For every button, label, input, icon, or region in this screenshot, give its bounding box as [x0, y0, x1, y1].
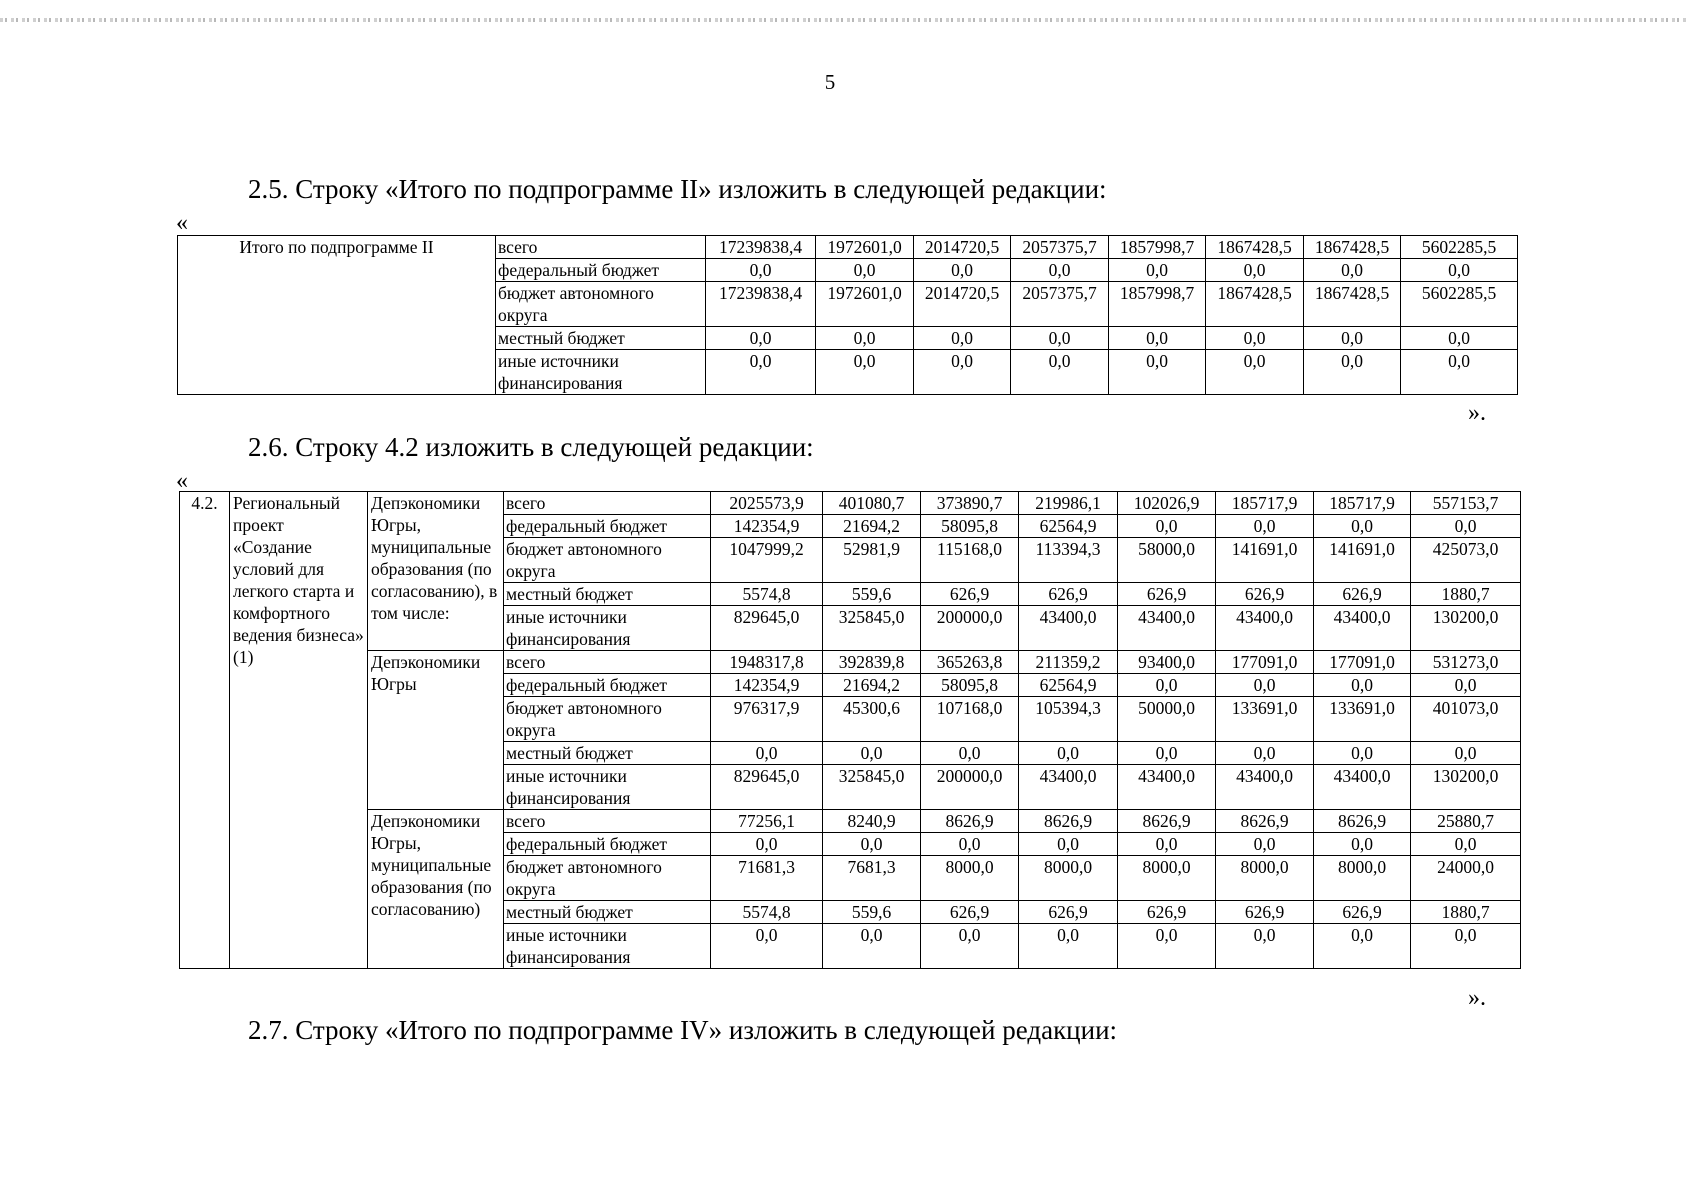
value-cell: 365263,8: [921, 651, 1019, 674]
value-cell: 626,9: [1216, 901, 1314, 924]
value-cell: 0,0: [1019, 833, 1118, 856]
source-label-cell: всего: [504, 651, 711, 674]
value-cell: 1880,7: [1411, 583, 1521, 606]
value-cell: 1867428,5: [1206, 236, 1304, 259]
value-cell: 52981,9: [823, 538, 921, 583]
value-cell: 0,0: [914, 259, 1011, 282]
value-cell: 829645,0: [711, 765, 823, 810]
value-cell: 401080,7: [823, 492, 921, 515]
value-cell: 8626,9: [921, 810, 1019, 833]
value-cell: 829645,0: [711, 606, 823, 651]
value-cell: 45300,6: [823, 697, 921, 742]
value-cell: 8240,9: [823, 810, 921, 833]
value-cell: 0,0: [1411, 515, 1521, 538]
source-label-cell: местный бюджет: [504, 901, 711, 924]
value-cell: 43400,0: [1118, 606, 1216, 651]
value-cell: 0,0: [1314, 924, 1411, 969]
value-cell: 626,9: [1216, 583, 1314, 606]
value-cell: 0,0: [1314, 674, 1411, 697]
scan-edge-artifact: [0, 18, 1686, 22]
value-cell: 1867428,5: [1304, 282, 1401, 327]
table-title-cell: Итого по подпрограмме II: [178, 236, 496, 395]
value-cell: 1972601,0: [816, 236, 914, 259]
value-cell: 2025573,9: [711, 492, 823, 515]
source-label-cell: федеральный бюджет: [504, 833, 711, 856]
value-cell: 43400,0: [1216, 765, 1314, 810]
value-cell: 0,0: [921, 924, 1019, 969]
source-label-cell: федеральный бюджет: [504, 674, 711, 697]
value-cell: 5574,8: [711, 583, 823, 606]
table-subprogram-2-total: [177, 235, 1518, 395]
value-cell: 93400,0: [1118, 651, 1216, 674]
value-cell: 0,0: [706, 350, 816, 395]
table-row: [180, 651, 1521, 674]
value-cell: 0,0: [706, 327, 816, 350]
value-cell: 0,0: [1118, 515, 1216, 538]
value-cell: 185717,9: [1314, 492, 1411, 515]
value-cell: 8626,9: [1216, 810, 1314, 833]
value-cell: 0,0: [914, 327, 1011, 350]
value-cell: 0,0: [1216, 924, 1314, 969]
source-label-cell: местный бюджет: [504, 742, 711, 765]
value-cell: 0,0: [1118, 833, 1216, 856]
value-cell: 43400,0: [1314, 765, 1411, 810]
source-label-cell: всего: [504, 492, 711, 515]
value-cell: 43400,0: [1118, 765, 1216, 810]
value-cell: 626,9: [921, 583, 1019, 606]
value-cell: 0,0: [1304, 259, 1401, 282]
value-cell: 62564,9: [1019, 515, 1118, 538]
value-cell: 8626,9: [1118, 810, 1216, 833]
value-cell: 130200,0: [1411, 765, 1521, 810]
executor-cell: Депэкономики Югры, муниципальные образования (по согласованию), в том числе:: [368, 492, 504, 651]
source-label-cell: бюджет автономного округа: [496, 282, 706, 327]
value-cell: 141691,0: [1314, 538, 1411, 583]
source-label-cell: федеральный бюджет: [496, 259, 706, 282]
source-label-cell: бюджет автономного округа: [504, 538, 711, 583]
value-cell: 0,0: [1401, 259, 1518, 282]
value-cell: 0,0: [816, 259, 914, 282]
table-row: [180, 810, 1521, 833]
value-cell: 5574,8: [711, 901, 823, 924]
value-cell: 25880,7: [1411, 810, 1521, 833]
value-cell: 5602285,5: [1401, 282, 1518, 327]
value-cell: 1880,7: [1411, 901, 1521, 924]
value-cell: 0,0: [1411, 742, 1521, 765]
value-cell: 133691,0: [1314, 697, 1411, 742]
value-cell: 0,0: [1314, 833, 1411, 856]
value-cell: 2014720,5: [914, 236, 1011, 259]
value-cell: 142354,9: [711, 674, 823, 697]
source-label-cell: иные источники финансирования: [504, 606, 711, 651]
value-cell: 1857998,7: [1109, 282, 1206, 327]
value-cell: 43400,0: [1019, 765, 1118, 810]
value-cell: 8000,0: [921, 856, 1019, 901]
value-cell: 0,0: [711, 742, 823, 765]
value-cell: 8000,0: [1118, 856, 1216, 901]
source-label-cell: бюджет автономного округа: [504, 856, 711, 901]
source-label-cell: местный бюджет: [504, 583, 711, 606]
value-cell: 133691,0: [1216, 697, 1314, 742]
value-cell: 0,0: [1411, 924, 1521, 969]
value-cell: 0,0: [1019, 742, 1118, 765]
row-number-cell: 4.2.: [180, 492, 230, 969]
value-cell: 0,0: [1411, 833, 1521, 856]
value-cell: 0,0: [1216, 742, 1314, 765]
value-cell: 5602285,5: [1401, 236, 1518, 259]
value-cell: 976317,9: [711, 697, 823, 742]
value-cell: 0,0: [1011, 327, 1109, 350]
table-row-4-2: [179, 491, 1521, 969]
value-cell: 43400,0: [1216, 606, 1314, 651]
value-cell: 0,0: [1019, 924, 1118, 969]
value-cell: 0,0: [1118, 742, 1216, 765]
value-cell: 58095,8: [921, 674, 1019, 697]
value-cell: 200000,0: [921, 606, 1019, 651]
value-cell: 17239838,4: [706, 282, 816, 327]
executor-cell: Депэкономики Югры: [368, 651, 504, 810]
source-label-cell: местный бюджет: [496, 327, 706, 350]
value-cell: 8626,9: [1314, 810, 1411, 833]
value-cell: 626,9: [1118, 583, 1216, 606]
source-label-cell: иные источники финансирования: [504, 924, 711, 969]
value-cell: 0,0: [1109, 259, 1206, 282]
value-cell: 1948317,8: [711, 651, 823, 674]
value-cell: 0,0: [1216, 674, 1314, 697]
source-label-cell: всего: [496, 236, 706, 259]
value-cell: 0,0: [1216, 833, 1314, 856]
value-cell: 2057375,7: [1011, 236, 1109, 259]
value-cell: 71681,3: [711, 856, 823, 901]
value-cell: 0,0: [1011, 259, 1109, 282]
project-name-cell: Региональный проект «Создание условий для легкого старта и комфортного ведения бизнеса» (1): [230, 492, 368, 969]
value-cell: 177091,0: [1216, 651, 1314, 674]
value-cell: 50000,0: [1118, 697, 1216, 742]
value-cell: 392839,8: [823, 651, 921, 674]
value-cell: 0,0: [1206, 327, 1304, 350]
value-cell: 626,9: [1314, 583, 1411, 606]
value-cell: 211359,2: [1019, 651, 1118, 674]
value-cell: 21694,2: [823, 674, 921, 697]
page-number: 5: [824, 70, 836, 94]
value-cell: 1867428,5: [1304, 236, 1401, 259]
value-cell: 0,0: [823, 924, 921, 969]
value-cell: 0,0: [1011, 350, 1109, 395]
value-cell: 0,0: [1401, 327, 1518, 350]
value-cell: 142354,9: [711, 515, 823, 538]
open-quote-2-5: «: [176, 210, 188, 236]
value-cell: 0,0: [1304, 350, 1401, 395]
source-label-cell: иные источники финансирования: [496, 350, 706, 395]
value-cell: 21694,2: [823, 515, 921, 538]
heading-2-6: 2.6. Строку 4.2 изложить в следующей редакции:: [248, 432, 814, 462]
value-cell: 0,0: [823, 833, 921, 856]
value-cell: 0,0: [1216, 515, 1314, 538]
heading-2-5: 2.5. Строку «Итого по подпрограмме II» изложить в следующей редакции:: [248, 174, 1107, 204]
value-cell: 0,0: [1304, 327, 1401, 350]
value-cell: 0,0: [711, 924, 823, 969]
value-cell: 2057375,7: [1011, 282, 1109, 327]
source-label-cell: федеральный бюджет: [504, 515, 711, 538]
value-cell: 626,9: [1118, 901, 1216, 924]
value-cell: 0,0: [711, 833, 823, 856]
value-cell: 0,0: [1206, 259, 1304, 282]
source-label-cell: иные источники финансирования: [504, 765, 711, 810]
value-cell: 626,9: [1314, 901, 1411, 924]
value-cell: 0,0: [921, 833, 1019, 856]
value-cell: 8000,0: [1314, 856, 1411, 901]
value-cell: 373890,7: [921, 492, 1019, 515]
value-cell: 8626,9: [1019, 810, 1118, 833]
value-cell: 0,0: [1109, 350, 1206, 395]
value-cell: 0,0: [921, 742, 1019, 765]
value-cell: 0,0: [1206, 350, 1304, 395]
value-cell: 0,0: [1314, 742, 1411, 765]
value-cell: 0,0: [1109, 327, 1206, 350]
value-cell: 0,0: [816, 327, 914, 350]
source-label-cell: бюджет автономного округа: [504, 697, 711, 742]
value-cell: 626,9: [1019, 583, 1118, 606]
value-cell: 7681,3: [823, 856, 921, 901]
value-cell: 177091,0: [1314, 651, 1411, 674]
value-cell: 1047999,2: [711, 538, 823, 583]
value-cell: 17239838,4: [706, 236, 816, 259]
value-cell: 105394,3: [1019, 697, 1118, 742]
value-cell: 0,0: [816, 350, 914, 395]
close-quote-2-6: ».: [1468, 985, 1486, 1011]
value-cell: 0,0: [1314, 515, 1411, 538]
value-cell: 200000,0: [921, 765, 1019, 810]
open-quote-2-6: «: [176, 468, 188, 494]
value-cell: 531273,0: [1411, 651, 1521, 674]
value-cell: 425073,0: [1411, 538, 1521, 583]
source-label-cell: всего: [504, 810, 711, 833]
value-cell: 8000,0: [1216, 856, 1314, 901]
table-row: [178, 236, 1518, 259]
value-cell: 62564,9: [1019, 674, 1118, 697]
value-cell: 107168,0: [921, 697, 1019, 742]
value-cell: 0,0: [1118, 924, 1216, 969]
value-cell: 0,0: [706, 259, 816, 282]
value-cell: 8000,0: [1019, 856, 1118, 901]
value-cell: 43400,0: [1019, 606, 1118, 651]
value-cell: 2014720,5: [914, 282, 1011, 327]
value-cell: 1857998,7: [1109, 236, 1206, 259]
value-cell: 102026,9: [1118, 492, 1216, 515]
value-cell: 113394,3: [1019, 538, 1118, 583]
value-cell: 1867428,5: [1206, 282, 1304, 327]
value-cell: 24000,0: [1411, 856, 1521, 901]
value-cell: 58000,0: [1118, 538, 1216, 583]
value-cell: 115168,0: [921, 538, 1019, 583]
value-cell: 0,0: [1411, 674, 1521, 697]
value-cell: 0,0: [914, 350, 1011, 395]
value-cell: 58095,8: [921, 515, 1019, 538]
value-cell: 1972601,0: [816, 282, 914, 327]
close-quote-2-5: ».: [1468, 400, 1486, 426]
value-cell: 43400,0: [1314, 606, 1411, 651]
value-cell: 77256,1: [711, 810, 823, 833]
value-cell: 325845,0: [823, 606, 921, 651]
value-cell: 559,6: [823, 583, 921, 606]
value-cell: 626,9: [1019, 901, 1118, 924]
value-cell: 130200,0: [1411, 606, 1521, 651]
value-cell: 626,9: [921, 901, 1019, 924]
heading-2-7: 2.7. Строку «Итого по подпрограмме IV» изложить в следующей редакции:: [248, 1015, 1118, 1045]
value-cell: 219986,1: [1019, 492, 1118, 515]
value-cell: 557153,7: [1411, 492, 1521, 515]
value-cell: 0,0: [1118, 674, 1216, 697]
value-cell: 185717,9: [1216, 492, 1314, 515]
value-cell: 0,0: [1401, 350, 1518, 395]
executor-cell: Депэкономики Югры, муниципальные образования (по согласованию): [368, 810, 504, 969]
table-row: [180, 492, 1521, 515]
value-cell: 0,0: [823, 742, 921, 765]
value-cell: 401073,0: [1411, 697, 1521, 742]
value-cell: 559,6: [823, 901, 921, 924]
value-cell: 141691,0: [1216, 538, 1314, 583]
value-cell: 325845,0: [823, 765, 921, 810]
